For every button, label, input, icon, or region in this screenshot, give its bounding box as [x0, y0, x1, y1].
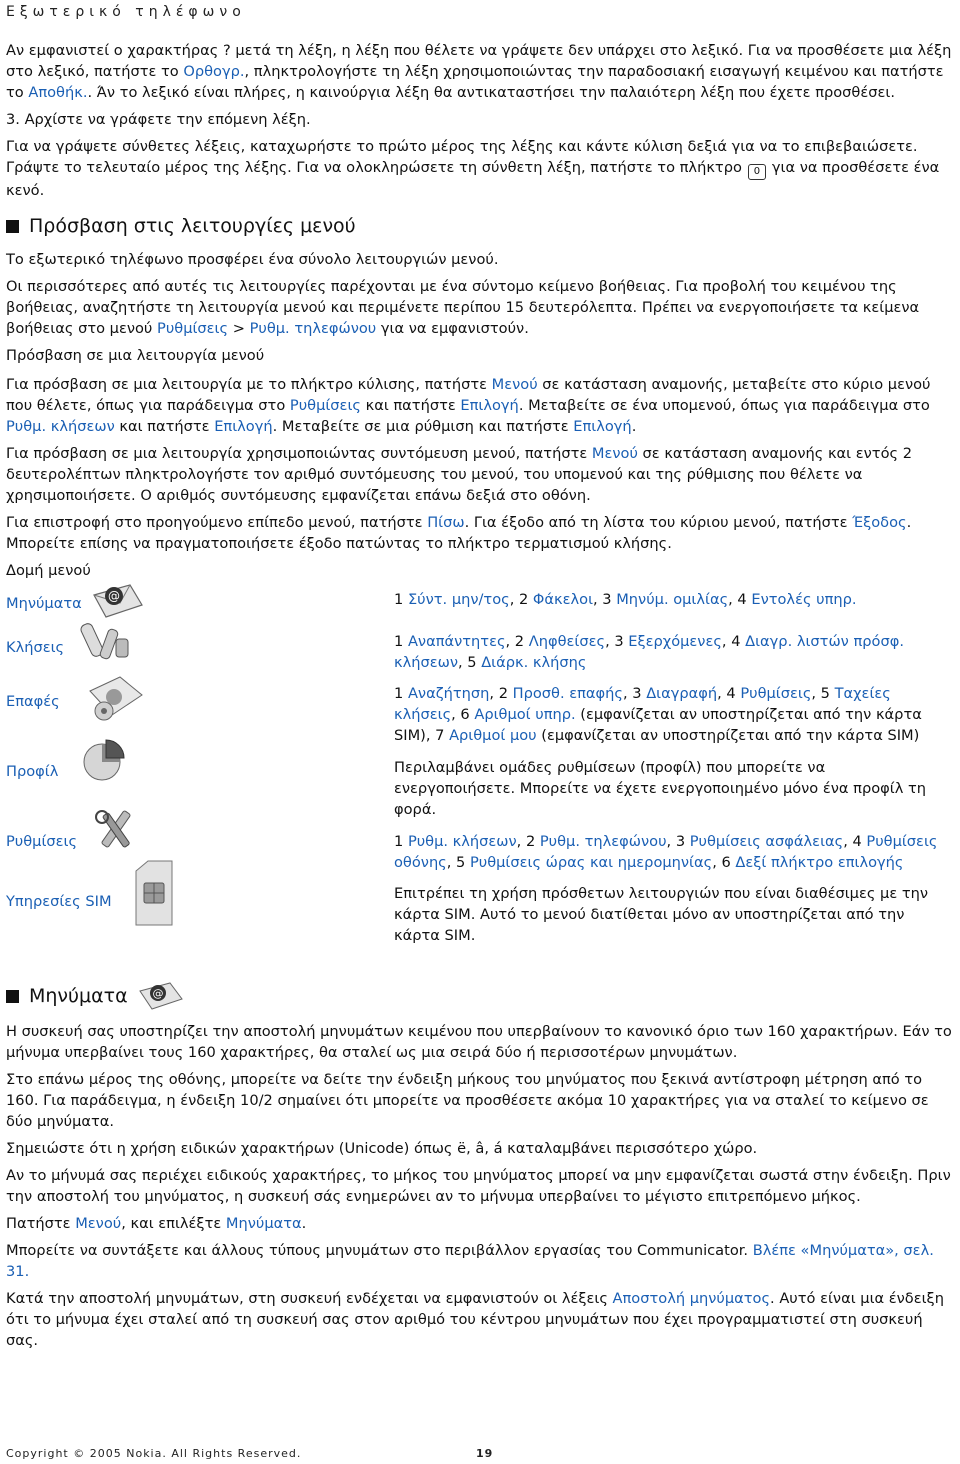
text-run: , 3: [605, 633, 629, 650]
text-run: . Μεταβείτε σε μια ρύθμιση και πατήστε: [272, 418, 574, 435]
text-run: , 4: [843, 833, 867, 850]
menu-name-profiles: Προφίλ: [6, 763, 59, 780]
text-run: . Μεταβείτε σε ένα υπομενού, όπως για παράδειγμα στο: [518, 397, 930, 414]
menu-name-contacts: Επαφές: [6, 693, 60, 710]
menu-desc-messages: [394, 589, 946, 610]
section-heading-messages: Μηνύματα @: [6, 981, 954, 1011]
highlighted-term: Ρυθμίσεις οθόνης: [394, 833, 938, 871]
running-head: Εξωτερικό τηλέφωνο: [6, 4, 246, 20]
highlighted-term: Ρυθμ. κλήσεων: [6, 418, 115, 435]
highlighted-term: Ρυθμ. κλήσεων: [407, 833, 517, 850]
highlighted-term: Πίσω: [427, 514, 465, 531]
compound-words-paragraph: Για να γράψετε σύνθετες λέξεις, καταχωρήστε το πρώτο μέρος της λέξης και κάντε κύλιση δεξιά για να το επιβεβαιώσετε. Γράψτε το τελευταίο μέρος της λέξης. Για να ολοκληρώσετε τη σύνθετη λέξη, πατήστε το πλήκτρο 0 για να προσθέσετε ένα κενό.: [6, 138, 940, 199]
text-run: (εμφανίζεται αν υποστηρίζεται από την κάρτα SIM), 7: [394, 706, 922, 744]
envelope-at-icon: [138, 981, 186, 1011]
page-number: 19: [476, 1447, 494, 1460]
text-run: , 4: [717, 685, 741, 702]
highlighted-term: Σύντ. μην/τος: [407, 591, 510, 608]
highlighted-term: Ρυθμ. τηλεφώνου: [539, 833, 667, 850]
menu-names-column: [6, 589, 386, 969]
page-content: [6, 40, 954, 1357]
text-run: Οι περισσότερες από αυτές τις λειτουργίες παρέχονται με ένα σύντομο κείμενο βοήθειας. Για προβολή του κειμένου της βοήθειας, αναζητήστε τη λειτουργία μενού και περιμένετε περίπου 15 δευτερόλεπτα. Πρέπει να ενεργοποιήσετε τα κείμενα βοήθειας στο μενού: [6, 278, 920, 337]
highlighted-term: Μενού: [75, 1215, 122, 1232]
text-run: Περιλαμβάνει ομάδες ρυθμίσεων (προφίλ) που μπορείτε να ενεργοποιήσετε. Μπορείτε να έχετε ενεργοποιημένο μόνο ένα προφίλ τη φορά.: [394, 759, 927, 818]
highlighted-term: Ρυθμίσεις: [157, 320, 229, 337]
text-run: , 5: [446, 854, 470, 871]
text-run: Επιτρέπει τη χρήση πρόσθετων λειτουργιών που είναι διαθέσιμες με την κάρτα SIM. Αυτό το μενού διατίθεται μόνο αν υποστηρίζεται από την κάρτα SIM.: [394, 885, 929, 944]
text-run: , 2: [516, 833, 540, 850]
svg-text:@: @: [108, 589, 120, 603]
text-run: Πατήστε: [6, 1215, 76, 1232]
bullet-square-icon: [6, 220, 19, 233]
messages-paragraph-7: [6, 1288, 954, 1351]
text-run: σε κατάσταση αναμονής και εντός 2 δευτερολέπτων πληκτρολογήστε τον αριθμό συντόμευσης του μενού, του υπομενού και της ρύθμισης που θέλετε να χρησιμοποιήσετε. Ο αριθμός συντόμευσης εμφανίζεται επάνω δεξιά στο οθόνη.: [6, 445, 912, 504]
messages-paragraph-3: Σημειώστε ότι η χρήση ειδικών χαρακτήρων (Unicode) όπως ë, â, á καταλαμβάνει περισσότερο χώρο.: [6, 1140, 758, 1157]
highlighted-term: Ληφθείσες: [528, 633, 606, 650]
copyright-text: Copyright © 2005 Nokia. All Rights Reserved.: [6, 1447, 302, 1460]
menu-desc-calls: [394, 631, 946, 673]
highlighted-term: Αναζήτηση: [407, 685, 490, 702]
text-run: , 4: [721, 633, 746, 650]
text-run: , 5: [811, 685, 835, 702]
highlighted-term: Μηνύμ. ομιλίας: [616, 591, 729, 608]
text-run: .: [631, 418, 637, 435]
messages-paragraph-5: [6, 1213, 954, 1234]
text-run: . Μπορείτε επίσης να πραγματοποιήσετε έξοδο πατώντας το πλήκτρο τερματισμού κλήσης.: [6, 514, 912, 552]
messages-paragraph-1: Η συσκευή σας υποστηρίζει την αποστολή μηνυμάτων κειμένου που υπερβαίνουν το κανονικό όριο των 160 χαρακτήρων. Εάν το μήνυμα υπερβαίνει τους 160 χαρακτήρες, θα σταλεί ως μια σειρά δύο ή περισσοτέρων μηνυμάτων.: [6, 1023, 952, 1061]
text-run: Για πρόσβαση σε μια λειτουργία με το πλήκτρο κύλισης, πατήστε: [6, 376, 492, 393]
text-run: , 6: [451, 706, 475, 723]
text-run: , 3: [593, 591, 617, 608]
highlighted-term: Ρυθμίσεις ασφάλειας: [689, 833, 844, 850]
text-run: 1: [394, 685, 408, 702]
highlighted-term: Αναπάντητες: [407, 633, 506, 650]
highlighted-term: Ρυθμίσεις: [289, 397, 361, 414]
access-paragraph-1: Το εξωτερικό τηλέφωνο προσφέρει ένα σύνολο λειτουργιών μενού.: [6, 251, 499, 268]
highlighted-term: Φάκελοι: [532, 591, 594, 608]
text-run: .: [301, 1215, 307, 1232]
text-run: . Αυτό είναι μια ένδειξη ότι το μήνυμα έχει σταλεί από τη συσκευή σας στον αριθμό του κέντρου μηνυμάτων που έχει προγραμματιστεί στη συσκευή σας.: [6, 1290, 944, 1349]
text-run: , 2: [505, 633, 529, 650]
text-run: και πατήστε: [114, 418, 215, 435]
envelope-at-icon: [90, 581, 146, 621]
text-run: 1: [394, 833, 408, 850]
bullet-square-icon: [6, 990, 19, 1003]
highlighted-term: Επιλογή: [573, 418, 632, 435]
intro-paragraph: [6, 40, 954, 103]
text-run: , 3: [666, 833, 690, 850]
highlighted-term: Ρυθμίσεις: [740, 685, 812, 702]
access-paragraph-3: [6, 374, 954, 437]
highlighted-term: Μενού: [591, 445, 638, 462]
highlighted-term: Αριθμοί μου: [449, 727, 537, 744]
menu-desc-settings: [394, 831, 946, 873]
sim-card-icon: [132, 859, 176, 929]
menu-structure-table: [6, 589, 954, 969]
section-heading-menu-access: Πρόσβαση στις λειτουργίες μενού: [6, 213, 954, 239]
access-paragraph-5: [6, 512, 954, 554]
menu-descriptions-column: [394, 589, 954, 969]
footer: [6, 1443, 494, 1464]
menu-name-messages: Μηνύματα: [6, 595, 82, 612]
messages-paragraph-6: [6, 1240, 954, 1282]
highlighted-term: Εξερχόμενες: [628, 633, 722, 650]
menu-name-sim-services: Υπηρεσίες SIM: [6, 893, 112, 910]
highlighted-term: Διαγραφή: [646, 685, 718, 702]
text-run: για να εμφανιστούν.: [376, 320, 529, 337]
text-run: Για πρόσβαση σε μια λειτουργία χρησιμοποιώντας συντόμευση μενού, πατήστε: [6, 445, 592, 462]
messages-paragraph-2: Στο επάνω μέρος της οθόνης, μπορείτε να δείτε την ένδειξη μήκους του μηνύματος που ξεκινά αντίστροφη μέτρηση από το 160. Για παράδειγμα, η ένδειξη 10/2 σημαίνει ότι μπορείτε να προσθέσετε ακόμα 10 χαρακτήρες για να σταλεί το κείμενο σε δύο μηνύματα.: [6, 1071, 929, 1130]
highlighted-term: Βλέπε «Μηνύματα», σελ. 31.: [6, 1242, 934, 1280]
text-run: , 2: [489, 685, 513, 702]
highlighted-term: Επιλογή: [214, 418, 273, 435]
highlighted-term: Έξοδος: [852, 514, 907, 531]
menu-desc-profiles: [394, 757, 946, 820]
text-run: σε κατάσταση αναμονής, μεταβείτε στο κύριο μενού που θέλετε, όπως για παράδειγμα στο: [6, 376, 931, 414]
highlighted-term: Διαγρ. λιστών πρόσφ. κλήσεων: [394, 633, 904, 671]
text-run: , και επιλέξτε: [121, 1215, 226, 1232]
highlighted-term: Επιλογή: [460, 397, 519, 414]
text-run: >: [228, 320, 250, 337]
text-run: . Άν το λεξικό είναι πλήρες, η καινούργια λέξη θα αντικαταστήσει την παλαιότερη λέξη που έχετε προσθέσει.: [87, 84, 895, 101]
menu-name-calls: Κλήσεις: [6, 639, 65, 656]
highlighted-term: Ρυθμίσεις ώρας και ημερομηνίας: [469, 854, 713, 871]
text-run: 1: [394, 591, 408, 608]
highlighted-term: Δεξί πλήκτρο επιλογής: [735, 854, 904, 871]
text-run: 1: [394, 633, 408, 650]
menu-name-settings: Ρυθμίσεις: [6, 833, 78, 850]
text-run: , πληκτρολογήστε τη λέξη χρησιμοποιώντας την παραδοσιακή εισαγωγή κειμένου και πατήστε το: [6, 63, 944, 101]
subheading-menu-structure: Δομή μενού: [6, 562, 91, 579]
highlighted-term: Εντολές υπηρ.: [751, 591, 857, 608]
highlighted-term: Ταχείες κλήσεις: [394, 685, 891, 723]
highlighted-term: Προσθ. επαφής: [512, 685, 623, 702]
profiles-pie-icon: [76, 737, 132, 787]
subheading-access-function: Πρόσβαση σε μια λειτουργία μενού: [6, 347, 265, 364]
highlighted-term: Αποθήκ.: [28, 84, 88, 101]
text-run: , 3: [622, 685, 647, 702]
text-run: , 4: [728, 591, 752, 608]
text-run: . Για έξοδο από τη λίστα του κύριου μενού, πατήστε: [464, 514, 853, 531]
highlighted-term: Ρυθμ. τηλεφώνου: [249, 320, 377, 337]
highlighted-term: Μηνύματα: [225, 1215, 302, 1232]
zero-key-icon: 0: [748, 164, 766, 180]
highlighted-term: Μενού: [491, 376, 538, 393]
settings-tools-icon: [90, 807, 146, 855]
text-run: και πατήστε: [360, 397, 461, 414]
highlighted-term: Αριθμοί υπηρ.: [474, 706, 576, 723]
access-paragraph-4: [6, 443, 954, 506]
text-run: (εμφανίζεται αν υποστηρίζεται από την κάρτα SIM): [536, 727, 920, 744]
highlighted-term: Ορθογρ.: [183, 63, 245, 80]
step-3: 3. Αρχίστε να γράφετε την επόμενη λέξη.: [6, 111, 311, 128]
svg-text:@: @: [152, 987, 164, 1000]
text-run: Κατά την αποστολή μηνυμάτων, στη συσκευή ενδέχεται να εμφανιστούν οι λέξεις: [6, 1290, 613, 1307]
text-run: , 5: [458, 654, 482, 671]
menu-desc-contacts: [394, 683, 946, 746]
menu-desc-sim-services: [394, 883, 946, 946]
access-paragraph-2: [6, 276, 954, 339]
text-run: Μπορείτε να συντάξετε και άλλους τύπους μηνυμάτων στο περιβάλλον εργασίας του Communicator.: [6, 1242, 753, 1259]
contacts-card-icon: [84, 671, 148, 723]
text-run: , 6: [712, 854, 736, 871]
text-run: Αν εμφανιστεί ο χαρακτήρας ? μετά τη λέξη, η λέξη που θέλετε να γράψετε δεν υπάρχει στο λεξικό. Για να προσθέσετε μια λέξη στο λεξικό, πατήστε το: [6, 42, 952, 80]
highlighted-term: Αποστολή μηνύματος: [612, 1290, 771, 1307]
phone-handset-icon: [78, 619, 134, 665]
text-run: Για επιστροφή στο προηγούμενο επίπεδο μενού, πατήστε: [6, 514, 428, 531]
text-run: , 2: [509, 591, 533, 608]
highlighted-term: Διάρκ. κλήσης: [481, 654, 587, 671]
messages-paragraph-4: Αν το μήνυμά σας περιέχει ειδικούς χαρακτήρες, το μήκος του μηνύματος μπορεί να μην εμφανίζεται σωστά στην ένδειξη. Πριν την αποστολή του μηνύματος, η συσκευή σάς ενημερώνει αν το μήνυμα υπερβαίνει το μέγιστο επιτρεπόμενο μήκος.: [6, 1167, 951, 1205]
